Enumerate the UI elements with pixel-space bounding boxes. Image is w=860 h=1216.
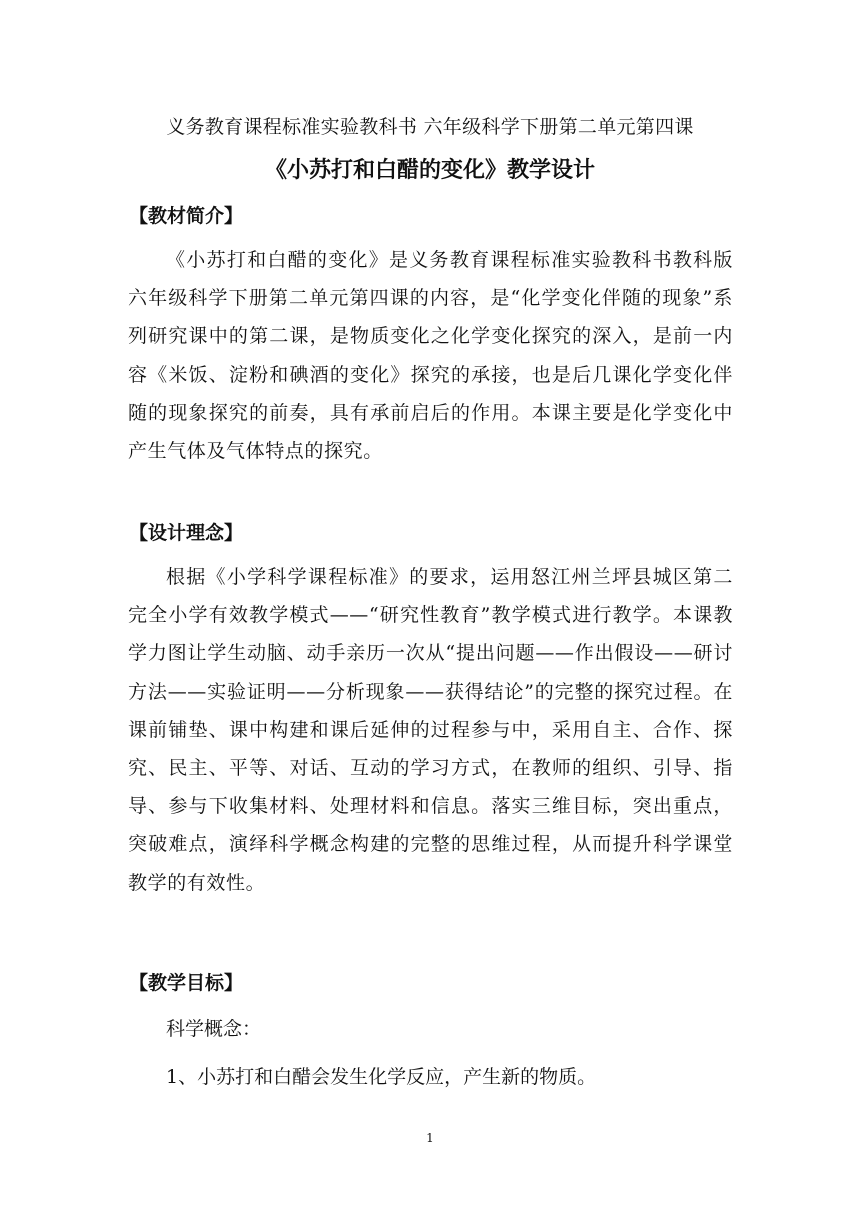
subheading-science-concepts: 科学概念： [166,1018,262,1040]
document-title: 《小苏打和白醋的变化》教学设计 [264,158,595,183]
textbook-header: 义务教育课程标准实验教科书 六年级科学下册第二单元第四课 [166,116,694,138]
design-concept-paragraph: 根据《小学科学课程标准》的要求，运用怒江州兰坪县城区第二完全小学有效教学模式——“研究性教育”教学模式进行教学。本课教学力图让学生动脑、动手亲历一次从“提出问题——作出假设——研讨方法——实验证明——分析现象——获得结论”的完整的探究过程。在课前铺垫、课中构建和课后延伸的过程参与中，采用自主、合作、探究、民主、平等、对话、互动的学习方式，在教师的组织、引导、指导、参与下收集材料、处理材料和信息。落实三维目标，突出重点，突破难点，演绎科学概念构建的完整的思维过程，从而提升科学课堂教学的有效性。 [128,566,733,894]
page-number: 1 [426,1131,434,1145]
goal-list-item: 1、小苏打和白醋会发生化学反应，产生新的物质。 [166,1066,597,1088]
section-heading-textbook-intro: 【教材简介】 [129,205,244,227]
section-heading-design-concept: 【设计理念】 [129,522,244,544]
section-heading-teaching-goals: 【教学目标】 [129,972,244,994]
textbook-intro-paragraph: 《小苏打和白醋的变化》是义务教育课程标准实验教科书教科版六年级科学下册第二单元第四课的内容，是“化学变化伴随的现象”系列研究课中的第二课，是物质变化之化学变化探究的深入，是前一内容《米饭、淀粉和碘酒的变化》探究的承接，也是后几课化学变化伴随的现象探究的前奏，具有承前启后的作用。本课主要是化学变化中产生气体及气体特点的探究。 [128,249,733,463]
